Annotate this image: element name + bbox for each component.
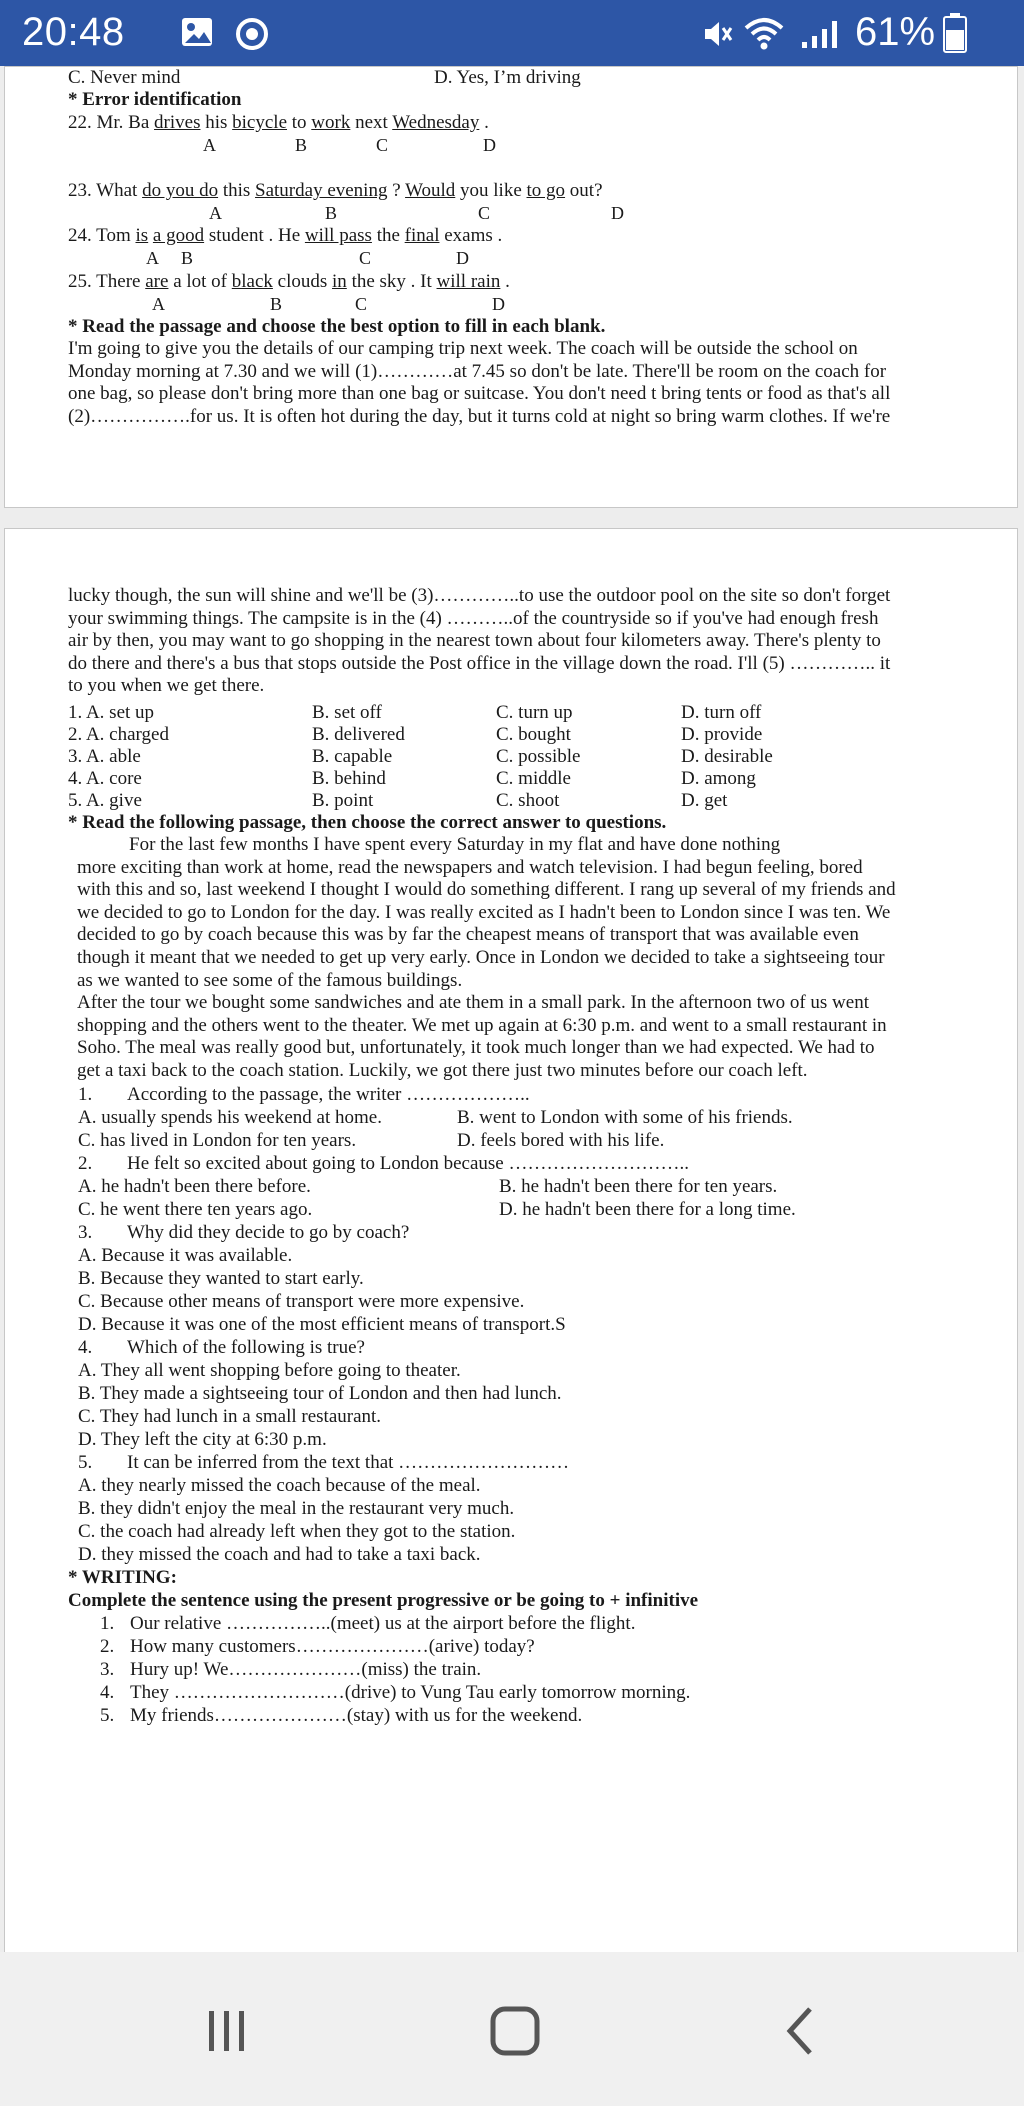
rq1-option-b: B. went to London with some of his friends. <box>457 1107 793 1128</box>
mute-icon <box>702 18 734 50</box>
rq2-option-b: B. he hadn't been there for ten years. <box>499 1176 778 1197</box>
q25-label-a: A <box>152 294 165 314</box>
document-viewer[interactable] <box>0 66 1024 1952</box>
rq5-option-c: C. the coach had already left when they got to the station. <box>78 1521 516 1542</box>
cloze-passage-part-2: lucky though, the sun will shine and we'll be (3)…………..to use the outdoor pool on the site so don't forget your swimming things. The campsite is in the (4) ………..of the countryside so if you've had enough fresh air by then, you may want to go shopping in the nearest town about four kilometers away. There's plenty to do there and there's a bus that stops outside the Post office in the village down the road. I'll (5) ………….. it to you when we get there. <box>68 585 891 697</box>
writing-item-5: My friends…………………(stay) with us for the weekend. <box>130 1705 583 1726</box>
rq3-stem: Why did they decide to go by coach? <box>127 1222 410 1243</box>
option-row-5-c: C. shoot <box>496 790 560 811</box>
rq5-option-a: A. they nearly missed the coach because of the meal. <box>78 1475 481 1496</box>
option-row-1-c: C. turn up <box>496 702 573 723</box>
writing-item-4-number: 4. <box>100 1682 115 1703</box>
status-time: 20:48 <box>22 10 125 54</box>
option-row-3-b: B. capable <box>312 746 393 767</box>
writing-item-5-number: 5. <box>100 1705 115 1726</box>
battery-icon <box>942 12 968 54</box>
writing-item-4: They ………………………(drive) to Vung Tau early tomorrow morning. <box>130 1682 691 1703</box>
writing-item-2: How many customers…………………(arive) today? <box>130 1636 535 1657</box>
writing-heading: * WRITING: <box>68 1567 177 1588</box>
rq1-stem: According to the passage, the writer ……………….. <box>127 1084 530 1105</box>
gallery-icon <box>180 16 216 50</box>
reading-heading: * Read the following passage, then choose the correct answer to questions. <box>68 812 667 833</box>
q24-label-c: C <box>359 248 372 268</box>
q23-label-d: D <box>611 203 624 223</box>
rq2-option-a: A. he hadn't been there before. <box>78 1176 311 1197</box>
option-row-3-a: 3. A. able <box>68 746 141 767</box>
prev-option-c: C. Never mind <box>68 67 181 88</box>
rq3-option-b: B. Because they wanted to start early. <box>78 1268 364 1289</box>
q23-label-c: C <box>478 203 491 223</box>
option-row-4-b: B. behind <box>312 768 386 789</box>
q25-label-d: D <box>492 294 505 314</box>
rq3-option-c: C. Because other means of transport were more expensive. <box>78 1291 525 1312</box>
writing-item-1: Our relative ……………..(meet) us at the airport before the flight. <box>130 1613 636 1634</box>
question-25: 25. There are a lot of black clouds in the sky . It will rain . <box>68 271 510 292</box>
rq4-option-d: D. They left the city at 6:30 p.m. <box>78 1429 327 1450</box>
rq2-option-c: C. he went there ten years ago. <box>78 1199 313 1220</box>
rq2-option-d: D. he hadn't been there for a long time. <box>499 1199 796 1220</box>
option-row-1-d: D. turn off <box>681 702 762 723</box>
rq5-option-b: B. they didn't enjoy the meal in the restaurant very much. <box>78 1498 515 1519</box>
option-row-2-d: D. provide <box>681 724 763 745</box>
q25-label-c: C <box>355 294 368 314</box>
writing-item-1-number: 1. <box>100 1613 115 1634</box>
option-row-5-a: 5. A. give <box>68 790 142 811</box>
cloze-heading: * Read the passage and choose the best option to fill in each blank. <box>68 316 606 337</box>
rq3-option-a: A. Because it was available. <box>78 1245 293 1266</box>
option-row-2-b: B. delivered <box>312 724 405 745</box>
rq2-stem: He felt so excited about going to London because ……………………….. <box>127 1153 689 1174</box>
navigation-bar <box>0 1952 1024 2106</box>
q24-label-b: B <box>181 248 194 268</box>
error-heading: * Error identification <box>68 89 242 110</box>
q24-label-a: A <box>146 248 159 268</box>
recent-apps-button[interactable] <box>203 2007 251 2055</box>
writing-item-3-number: 3. <box>100 1659 115 1680</box>
status-bar <box>0 0 1024 66</box>
prev-option-d: D. Yes, I’m driving <box>434 67 581 88</box>
q22-label-b: B <box>295 135 308 155</box>
q24-label-d: D <box>456 248 469 268</box>
rq1-number: 1. <box>78 1084 93 1105</box>
reading-passage: For the last few months I have spent every Saturday in my flat and have done nothing more exciting than work at home, read the newspapers and watch television. I had begun feeling, bored with this and so, last weekend I thought I would do something different. I rang up several of my friends and we decided to go to London for the day. I was really excited as I hadn't been to London since I was ten. We decided to go by coach because this was by far the cheapest means of transport that was available even though it meant that we needed to get up very early. Once in London we decided to take a sightseeing tour as we wanted to see some of the famous buildings. After the tour we bought some sandwiches and ate them in a small park. In the afternoon two of us went shopping and the others went to the theater. We met up again at 6:30 p.m. and went to a small restaurant in Soho. The meal was really good but, unfortunately, it took much longer than we had expected. We had to get a taxi back to the coach station. Luckily, we got there just two minutes before our coach left. <box>77 834 896 1081</box>
rq3-number: 3. <box>78 1222 93 1243</box>
home-button[interactable] <box>489 2005 541 2057</box>
rq5-option-d: D. they missed the coach and had to take a taxi back. <box>78 1544 481 1565</box>
signal-icon <box>800 18 846 50</box>
writing-item-2-number: 2. <box>100 1636 115 1657</box>
option-row-2-a: 2. A. charged <box>68 724 169 745</box>
option-row-1-a: 1. A. set up <box>68 702 155 723</box>
writing-item-3: Hury up! We…………………(miss) the train. <box>130 1659 482 1680</box>
option-row-3-c: C. possible <box>496 746 581 767</box>
q22-label-d: D <box>483 135 496 155</box>
wifi-icon <box>742 14 786 52</box>
option-row-2-c: C. bought <box>496 724 571 745</box>
option-row-5-d: D. get <box>681 790 728 811</box>
rq5-number: 5. <box>78 1452 93 1473</box>
option-row-4-a: 4. A. core <box>68 768 142 789</box>
question-23: 23. What do you do this Saturday evening ? Would you like to go out? <box>68 180 603 201</box>
rq5-stem: It can be inferred from the text that ……………………… <box>127 1452 570 1473</box>
rq3-option-d: D. Because it was one of the most efficient means of transport.S <box>78 1314 566 1335</box>
rq4-option-b: B. They made a sightseeing tour of London and then had lunch. <box>78 1383 562 1404</box>
rq4-stem: Which of the following is true? <box>127 1337 365 1358</box>
option-row-5-b: B. point <box>312 790 374 811</box>
battery-percent: 61% <box>855 10 936 54</box>
q23-label-b: B <box>325 203 338 223</box>
rq1-option-d: D. feels bored with his life. <box>457 1130 665 1151</box>
q25-label-b: B <box>270 294 283 314</box>
document-page-1 <box>4 66 1018 508</box>
question-24: 24. Tom is a good student . He will pass the final exams . <box>68 225 503 246</box>
rq1-option-c: C. has lived in London for ten years. <box>78 1130 357 1151</box>
question-22: 22. Mr. Ba drives his bicycle to work next Wednesday . <box>68 112 489 133</box>
option-row-1-b: B. set off <box>312 702 382 723</box>
rq2-number: 2. <box>78 1153 93 1174</box>
q22-label-a: A <box>203 135 216 155</box>
option-row-4-d: D. among <box>681 768 756 789</box>
rq1-option-a: A. usually spends his weekend at home. <box>78 1107 382 1128</box>
cloze-passage-part-1: I'm going to give you the details of our camping trip next week. The coach will be outside the school on Monday morning at 7.30 and we will (1)…………at 7.45 so don't be late. There'll be room on the coach for one bag, so please don't bring more than one bag or suitcase. You don't need t bring tents or food as that's all (2)…………….for us. It is often hot during the day, but it turns cold at night so bring warm clothes. If we're <box>68 338 891 427</box>
option-row-3-d: D. desirable <box>681 746 773 767</box>
screen-record-icon <box>232 16 272 52</box>
q23-label-a: A <box>209 203 222 223</box>
back-button[interactable] <box>780 2005 820 2057</box>
rq4-option-a: A. They all went shopping before going to theater. <box>78 1360 461 1381</box>
rq4-option-c: C. They had lunch in a small restaurant. <box>78 1406 382 1427</box>
writing-instruction: Complete the sentence using the present progressive or be going to + infinitive <box>68 1590 699 1611</box>
document-page-2 <box>4 528 1018 1970</box>
rq4-number: 4. <box>78 1337 93 1358</box>
option-row-4-c: C. middle <box>496 768 571 789</box>
q22-label-c: C <box>376 135 389 155</box>
